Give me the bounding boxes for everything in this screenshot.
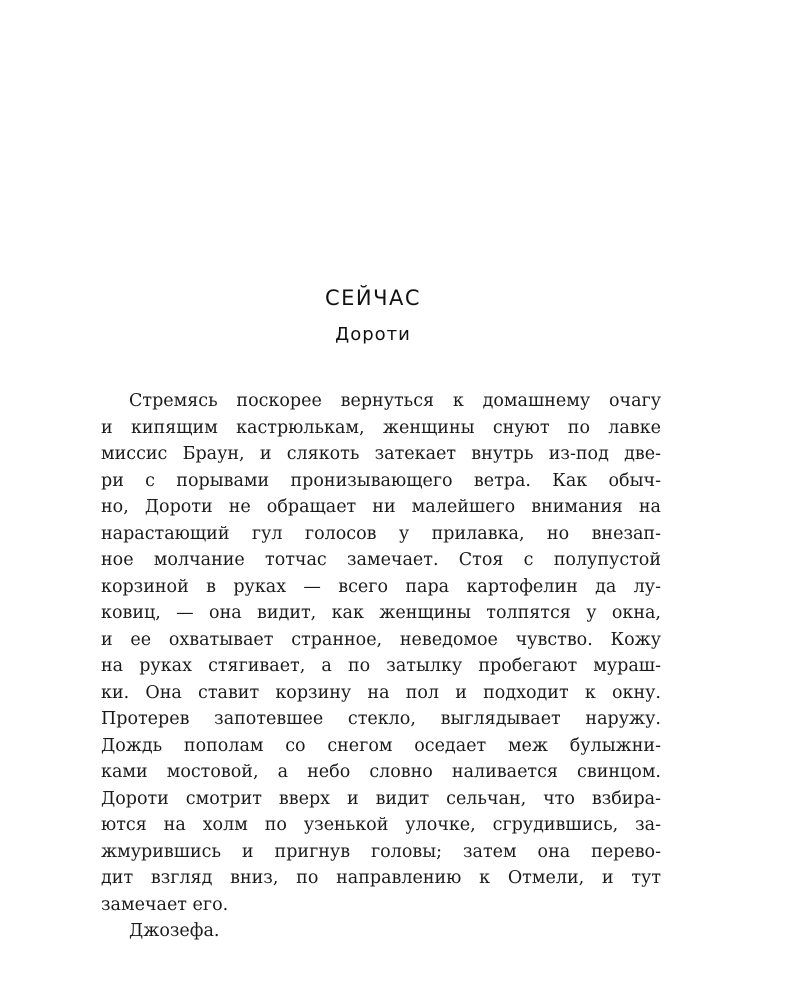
text-line: и ее охватывает странное, неведомое чувство. Кожу (101, 629, 661, 650)
text-line: корзиной в руках — всего пара картофелин да лу- (101, 576, 661, 597)
text-line: Дороти смотрит вверх и видит сельчан, что взбира- (101, 788, 661, 809)
text-line: дит взгляд вниз, по направлению к Отмели, и тут (101, 868, 661, 888)
text-line: ное молчание тотчас замечает. Стоя с полупустой (101, 550, 661, 570)
chapter-subtitle: Дороти (335, 324, 411, 345)
text-line: замечает его. (101, 894, 229, 915)
chapter-title: СЕЙЧАС (324, 286, 422, 310)
text-line: ются на холм по узенькой улочке, сгрудившись, за- (101, 815, 661, 835)
body-text (101, 388, 661, 945)
text-line: Протерев запотевшее стекло, выглядывает наружу. (101, 709, 661, 729)
paragraph-2: Джозефа. (129, 921, 220, 941)
text-line: Дождь пополам со снегом оседает меж булыжни- (101, 735, 661, 756)
text-line: миссис Браун, и слякоть затекает внутрь из-под две- (101, 444, 661, 464)
text-line: нарастающий гул голосов у прилавка, но внезап- (101, 523, 661, 544)
text-line: на руках стягивает, а по затылку пробегают мураш- (101, 656, 661, 676)
text-line: ковиц, — она видит, как женщины толпятся у окна, (101, 603, 661, 623)
text-line: жмурившись и пригнув головы; затем она перево- (101, 841, 661, 862)
text-line: и кипящим кастрюлькам, женщины снуют по лавке (101, 417, 661, 438)
text-line: ками мостовой, а небо словно наливается свинцом. (101, 762, 661, 782)
text-line: Стремясь поскорее вернуться к домашнему очагу (129, 391, 661, 411)
text-line: ки. Она ставит корзину на пол и подходит к окну. (101, 682, 661, 703)
text-line: ри с порывами пронизывающего ветра. Как обыч- (101, 470, 661, 491)
text-line: но, Дороти не обращает ни малейшего внимания на (101, 497, 661, 517)
